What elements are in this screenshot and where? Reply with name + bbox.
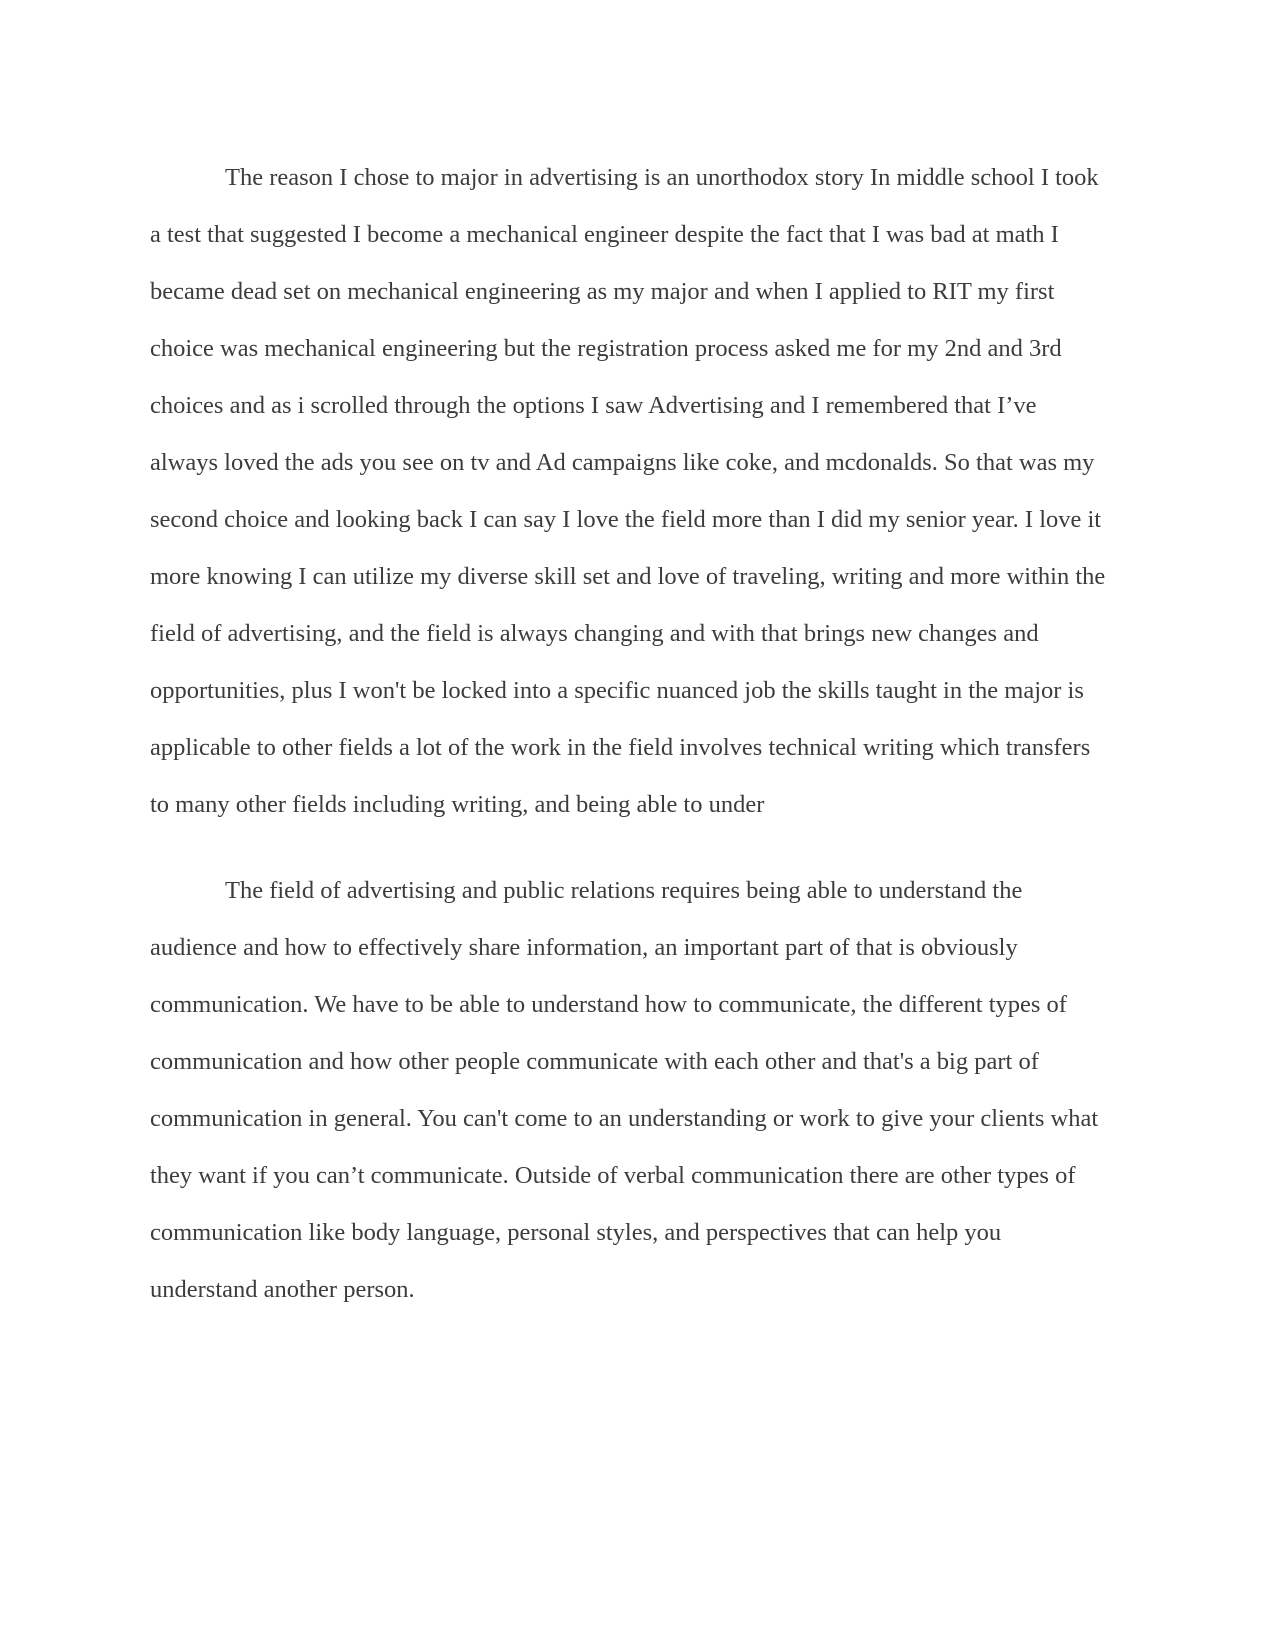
text-line: The field of advertising and public relations requires being able to understand the [225,877,1023,904]
text-line: became dead set on mechanical engineering as my major and when I applied to RIT my first [150,278,1055,305]
text-line: opportunities, plus I won't be locked into a specific nuanced job the skills taught in the major is [150,677,1084,704]
text-line: communication and how other people communicate with each other and that's a big part of [150,1048,1039,1075]
text-line: always loved the ads you see on tv and Ad campaigns like coke, and mcdonalds. So that was my [150,449,1095,476]
text-line: a test that suggested I become a mechanical engineer despite the fact that I was bad at math I [150,221,1059,248]
text-line: The reason I chose to major in advertising is an unorthodox story In middle school I took [225,164,1099,191]
text-line: choices and as i scrolled through the options I saw Advertising and I remembered that I’ve [150,392,1037,419]
text-line: they want if you can’t communicate. Outside of verbal communication there are other types of [150,1162,1076,1189]
text-line: to many other fields including writing, and being able to under [150,791,765,818]
text-line: communication. We have to be able to understand how to communicate, the different types of [150,991,1067,1018]
text-line: audience and how to effectively share information, an important part of that is obviously [150,934,1018,961]
text-line: applicable to other fields a lot of the work in the field involves technical writing which transfers [150,734,1091,761]
text-line: choice was mechanical engineering but the registration process asked me for my 2nd and 3rd [150,335,1062,362]
text-line: field of advertising, and the field is always changing and with that brings new changes and [150,620,1039,647]
text-line: communication in general. You can't come to an understanding or work to give your clients what [150,1105,1099,1132]
text-line: understand another person. [150,1276,415,1303]
text-line: second choice and looking back I can say I love the field more than I did my senior year. I love it [150,506,1102,533]
text-line: communication like body language, personal styles, and perspectives that can help you [150,1219,1002,1246]
text-line: more knowing I can utilize my diverse skill set and love of traveling, writing and more within the [150,563,1106,590]
